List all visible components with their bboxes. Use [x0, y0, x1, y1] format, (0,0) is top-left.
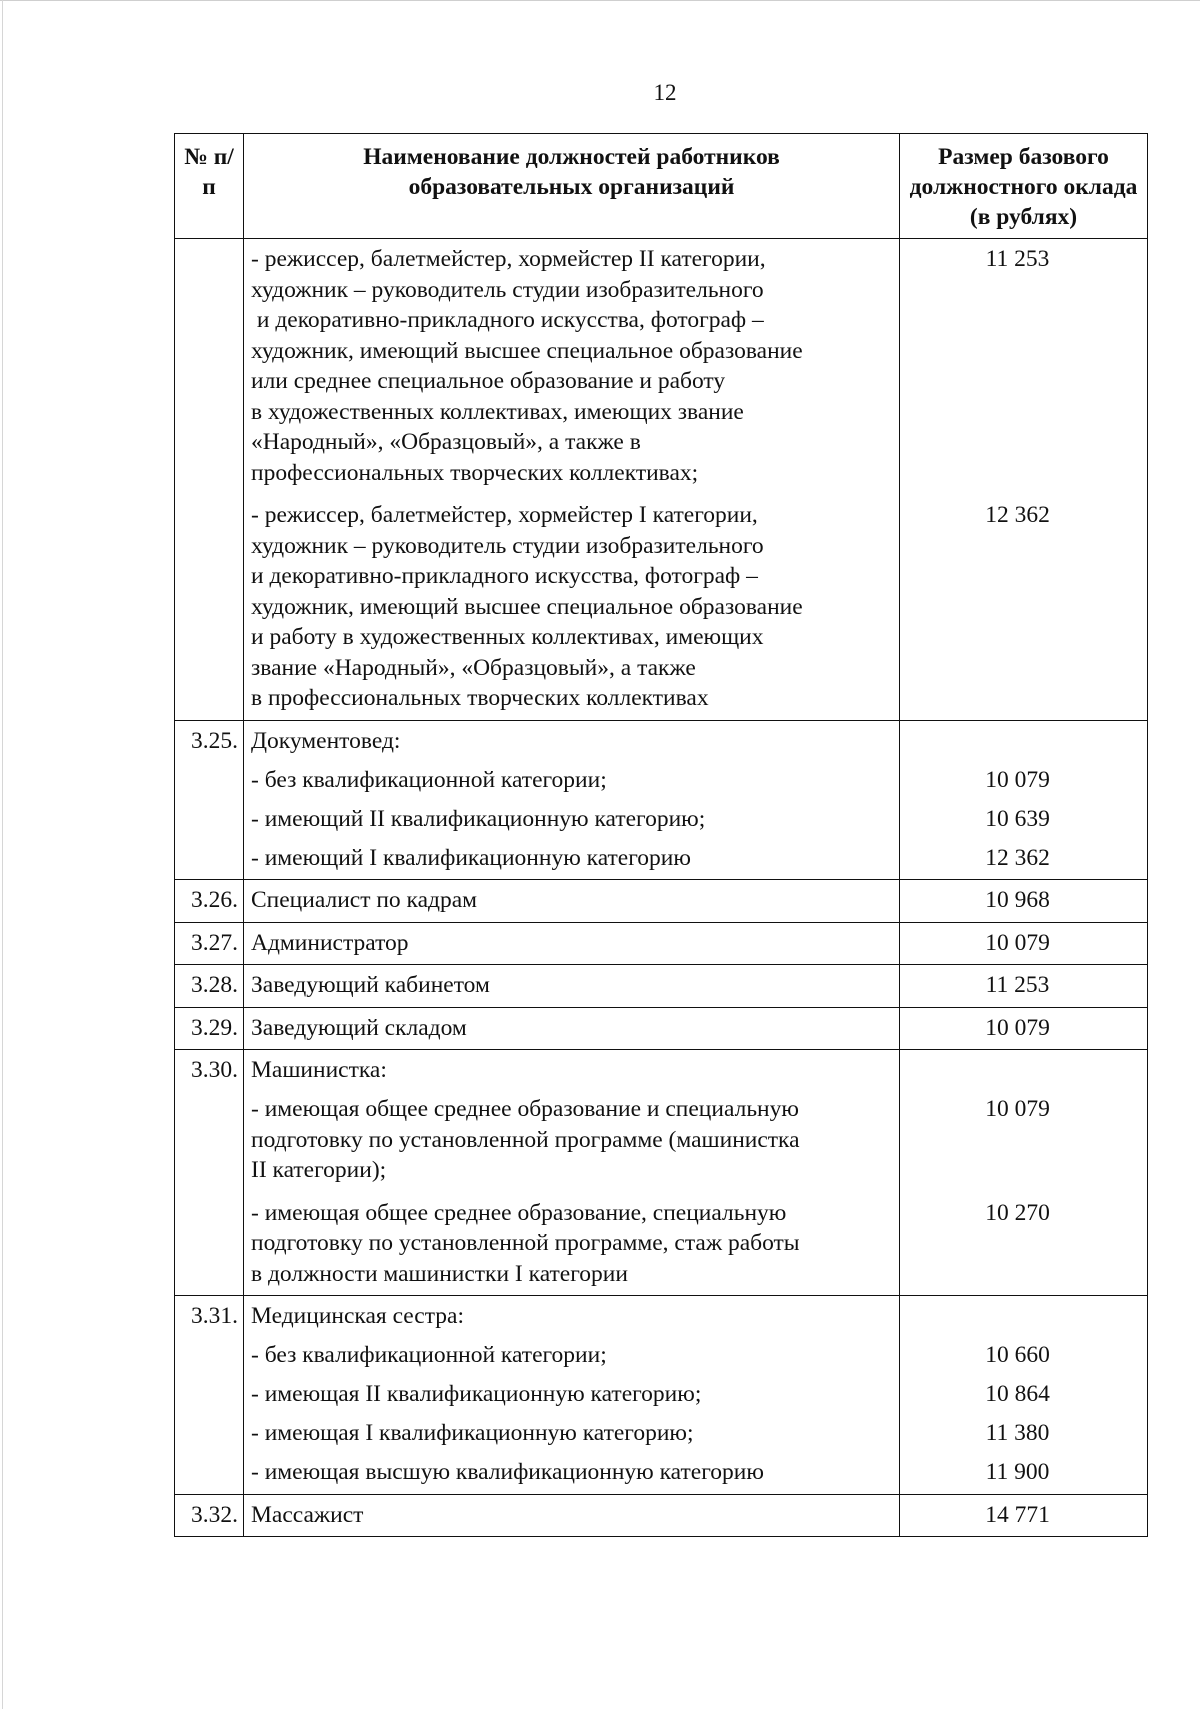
row-num: 3.27.: [175, 922, 244, 965]
salary-blank: [900, 726, 1147, 757]
table-row: [175, 720, 1148, 880]
row-salary-cell: [900, 1494, 1148, 1537]
list-item-salary: 10 639: [985, 805, 1050, 832]
row-name-list: [244, 1050, 899, 1295]
scan-edge-left: [2, 0, 3, 1709]
entry-line: - режиссер, балетмейстер, хормейстер I категории,: [251, 502, 758, 528]
row-salary-cell: [900, 965, 1148, 1008]
row-name-cell: [244, 965, 900, 1008]
entry-line: - имеющая общее среднее образование, специальную: [251, 1199, 787, 1226]
table-row: [175, 965, 1148, 1008]
entry-line: в художественных коллективах, имеющих звание: [251, 398, 744, 425]
row-salary: 11 253: [985, 972, 1050, 998]
entry-line: в должности машинистки I категории: [251, 1260, 628, 1287]
table-row: [175, 1050, 1148, 1296]
table-header-row: [175, 134, 1148, 239]
row-salary-list: [900, 721, 1147, 880]
entry-salary: 12 362: [985, 502, 1050, 528]
row-salary-cell: [900, 1007, 1148, 1050]
entry-line: подготовку по установленной программе, стаж работы: [251, 1230, 800, 1256]
entry-line: «Народный», «Образцовый», а также в: [251, 429, 641, 455]
row-name-list: [244, 1008, 899, 1050]
list-item: - имеющая высшую квалификационную категорию: [251, 1459, 764, 1485]
list-item-salary: 10 079: [985, 766, 1050, 793]
table-row: [175, 880, 1148, 923]
row-salary-list: [900, 1296, 1147, 1494]
row-name-cell: [244, 720, 900, 880]
entry-salary: 10 079: [985, 1096, 1050, 1122]
entry-line: подготовку по установленной программе (машинистка: [251, 1126, 800, 1153]
row-num-cell: [175, 239, 244, 721]
entry-text: [244, 500, 899, 714]
salary-blank: [900, 1301, 1147, 1332]
list-item: - имеющий II квалификационную категорию;: [251, 805, 706, 832]
entry-salary-block: [900, 500, 1147, 714]
salary-table: [174, 133, 1148, 1537]
row-name-list: [244, 721, 899, 880]
row-title: Массажист: [251, 1501, 364, 1528]
row-name-cell: [244, 1296, 900, 1495]
entry-line: художник, имеющий высшее специальное образование: [251, 337, 803, 364]
row-title: Специалист по кадрам: [251, 887, 478, 913]
row-salary-cell: [900, 1296, 1148, 1495]
row-num: 3.30.: [175, 1050, 244, 1296]
entry-line: или среднее специальное образование и работу: [251, 368, 726, 394]
row-num: 3.25.: [175, 720, 244, 880]
table-row: [175, 1296, 1148, 1495]
row-name-list: [244, 880, 899, 922]
entry-text: [244, 244, 899, 488]
entry-line: в профессиональных творческих коллективах: [251, 685, 709, 711]
page-number: 12: [653, 80, 677, 105]
row-salary: 10 968: [985, 887, 1050, 913]
row-name-list: [244, 923, 899, 965]
entry-list: [244, 239, 899, 720]
row-salary-list: [900, 965, 1147, 1007]
entry-salary: 10 270: [985, 1199, 1050, 1226]
header-name: Наименование должностей работников образовательных организаций: [244, 134, 900, 239]
row-salary-list: [900, 1050, 1147, 1295]
entry-line: художник – руководитель студии изобразительного: [251, 532, 764, 559]
row-name-cell: [244, 880, 900, 923]
entry-salary-block: [900, 1094, 1147, 1186]
row-title: Заведующий кабинетом: [251, 972, 490, 998]
row-salary-cell: [900, 239, 1148, 721]
row-name-list: [244, 1495, 899, 1537]
row-salary: 10 079: [985, 929, 1050, 956]
entry-line: звание «Народный», «Образцовый», а также: [251, 654, 696, 681]
row-salary-list: [900, 1495, 1147, 1537]
row-name-list: [244, 965, 899, 1007]
row-salary-cell: [900, 720, 1148, 880]
entry-salary-block: [900, 1198, 1147, 1290]
entry-line: и декоративно-прикладного искусства, фотограф –: [251, 563, 758, 589]
salary-blank: [900, 1055, 1147, 1086]
list-item-salary: 11 900: [985, 1459, 1050, 1485]
list-item: - имеющая II квалификационную категорию;: [251, 1381, 702, 1407]
row-name-cell: [244, 922, 900, 965]
row-salary-list: [900, 923, 1147, 965]
entry-line: - имеющая общее среднее образование и специальную: [251, 1096, 799, 1122]
header-num: № п/п: [175, 134, 244, 239]
list-item: - имеющая I квалификационную категорию;: [251, 1420, 694, 1446]
list-item: - без квалификационной категории;: [251, 766, 607, 793]
list-item-salary: 10 660: [985, 1342, 1050, 1368]
row-salary-cell: [900, 922, 1148, 965]
row-name-list: [244, 1296, 899, 1494]
row-name-cell: [244, 239, 900, 721]
row-title: Медицинская сестра:: [251, 1303, 465, 1329]
row-title: Заведующий складом: [251, 1014, 467, 1041]
table-row-continuation: [175, 239, 1148, 721]
row-num: 3.28.: [175, 965, 244, 1008]
scan-edge-top: [0, 0, 1200, 7]
row-name-cell: [244, 1007, 900, 1050]
table-body: [175, 239, 1148, 1537]
row-salary: 14 771: [985, 1501, 1050, 1528]
entry-salary-block: [900, 244, 1147, 488]
row-title: Документовед:: [251, 727, 401, 754]
entry-text: [244, 1094, 899, 1186]
entry-line: художник, имеющий высшее специальное образование: [251, 593, 803, 620]
row-salary-list: [900, 1008, 1147, 1050]
entry-text: [244, 1198, 899, 1290]
row-title: Администратор: [251, 929, 409, 956]
table-row: [175, 922, 1148, 965]
entry-line: художник – руководитель студии изобразительного: [251, 276, 764, 303]
entry-line: II категории);: [251, 1157, 387, 1183]
table-row: [175, 1007, 1148, 1050]
entry-line: и работу в художественных коллективах, имеющих: [251, 624, 764, 650]
list-item: - имеющий I квалификационную категорию: [251, 844, 691, 871]
table-row: [175, 1494, 1148, 1537]
list-item-salary: 11 380: [985, 1420, 1050, 1446]
row-num: 3.26.: [175, 880, 244, 923]
entry-line: профессиональных творческих коллективах;: [251, 459, 699, 486]
row-title: Машинистка:: [251, 1057, 387, 1083]
row-name-cell: [244, 1494, 900, 1537]
row-salary-list: [900, 880, 1147, 922]
row-num: 3.32.: [175, 1494, 244, 1537]
row-salary-cell: [900, 880, 1148, 923]
row-salary-cell: [900, 1050, 1148, 1296]
list-item-salary: 10 864: [985, 1381, 1050, 1407]
row-name-cell: [244, 1050, 900, 1296]
row-num: 3.31.: [175, 1296, 244, 1495]
list-item: - без квалификационной категории;: [251, 1342, 607, 1368]
list-item-salary: 12 362: [985, 844, 1050, 871]
row-salary: 10 079: [985, 1014, 1050, 1041]
entry-line: - режиссер, балетмейстер, хормейстер II категории,: [251, 246, 766, 272]
entry-line: и декоративно-прикладного искусства, фотограф –: [251, 307, 764, 333]
header-salary: Размер базового должностного оклада (в рублях): [900, 134, 1148, 239]
row-num: 3.29.: [175, 1007, 244, 1050]
salary-list: [900, 239, 1147, 720]
entry-salary: 11 253: [985, 246, 1050, 272]
